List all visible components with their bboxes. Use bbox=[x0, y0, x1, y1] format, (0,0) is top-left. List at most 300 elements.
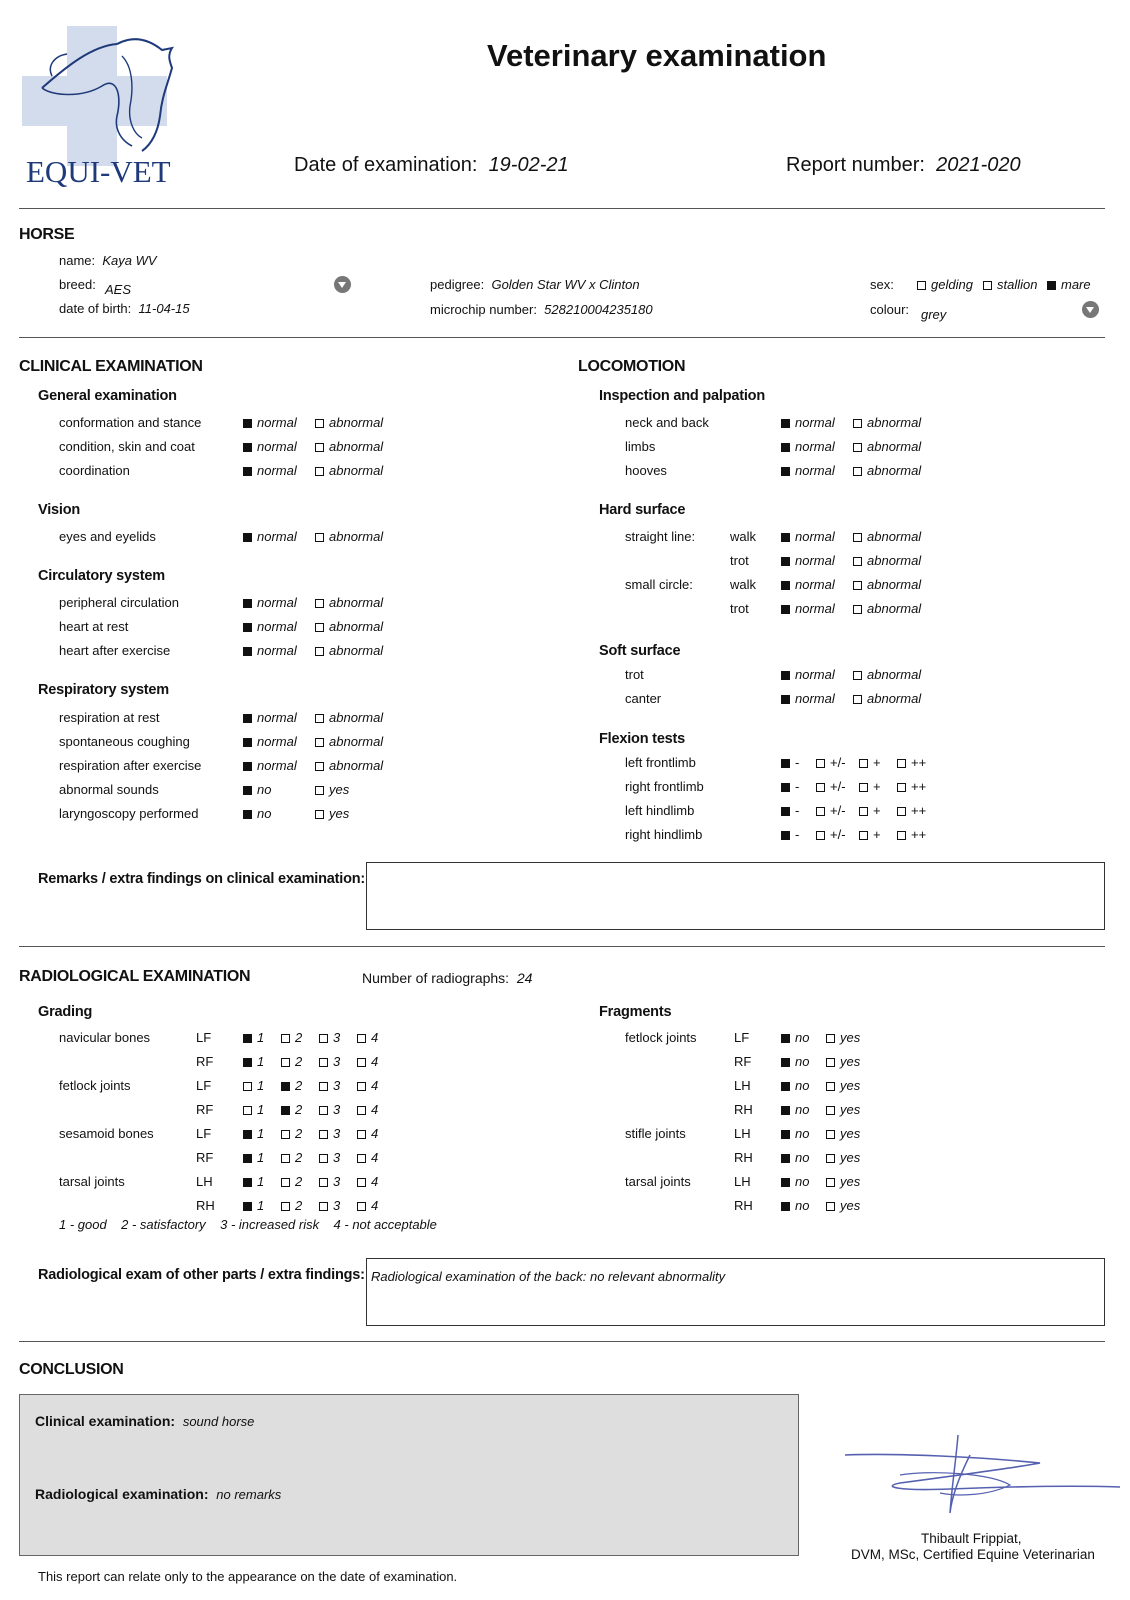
checkbox-checked-icon bbox=[243, 1178, 252, 1187]
option-normal[interactable]: normal bbox=[243, 619, 297, 634]
option-4[interactable]: 4 bbox=[357, 1030, 378, 1045]
option-yes[interactable]: yes bbox=[826, 1198, 860, 1213]
option-3[interactable]: 3 bbox=[319, 1126, 340, 1141]
horse-pedigree: pedigree: Golden Star WV x Clinton bbox=[430, 277, 640, 292]
checkbox-icon bbox=[897, 807, 906, 816]
option-normal[interactable]: normal bbox=[781, 601, 835, 616]
locomotion-heading: LOCOMOTION bbox=[578, 358, 686, 375]
option-abnormal[interactable]: abnormal bbox=[853, 667, 921, 682]
checkbox-icon bbox=[853, 419, 862, 428]
report-number: Report number: 2021-020 bbox=[786, 154, 1021, 176]
option-no[interactable]: no bbox=[781, 1102, 809, 1117]
row-label: heart at rest bbox=[59, 619, 129, 634]
report-value: 2021-020 bbox=[936, 154, 1021, 176]
radiograph-count: Number of radiographs: 24 bbox=[362, 970, 533, 986]
row-label: conformation and stance bbox=[59, 415, 202, 430]
checkbox-checked-icon bbox=[243, 1130, 252, 1139]
checkbox-checked-icon bbox=[1047, 281, 1056, 290]
sex-option-stallion[interactable]: stallion bbox=[983, 277, 1037, 292]
gait-label: trot bbox=[730, 601, 749, 616]
checkbox-icon bbox=[357, 1202, 366, 1211]
option-yes[interactable]: yes bbox=[826, 1054, 860, 1069]
checkbox-icon bbox=[853, 605, 862, 614]
conclusion-clinical: Clinical examination: sound horse bbox=[35, 1413, 255, 1429]
row-label: heart after exercise bbox=[59, 643, 171, 658]
option-no[interactable]: no bbox=[243, 806, 271, 821]
checkbox-icon bbox=[319, 1202, 328, 1211]
option-[interactable]: ++ bbox=[897, 779, 926, 794]
option-4[interactable]: 4 bbox=[357, 1174, 378, 1189]
checkbox-icon bbox=[897, 783, 906, 792]
subsection-title: Vision bbox=[38, 502, 81, 518]
option-2[interactable]: 2 bbox=[281, 1198, 302, 1213]
checkbox-checked-icon bbox=[781, 419, 790, 428]
checkbox-icon bbox=[357, 1082, 366, 1091]
checkbox-checked-icon bbox=[243, 623, 252, 632]
side-label: RF bbox=[196, 1102, 214, 1117]
checkbox-icon bbox=[826, 1058, 835, 1067]
checkbox-checked-icon bbox=[243, 419, 252, 428]
fragment-row-label: tarsal joints bbox=[625, 1174, 691, 1189]
gait-label: trot bbox=[730, 553, 749, 568]
checkbox-icon bbox=[816, 807, 825, 816]
checkbox-icon bbox=[319, 1130, 328, 1139]
checkbox-icon bbox=[826, 1034, 835, 1043]
divider bbox=[19, 946, 1105, 947]
checkbox-icon bbox=[315, 786, 324, 795]
option-1[interactable]: 1 bbox=[243, 1150, 264, 1165]
option-yes[interactable]: yes bbox=[826, 1030, 860, 1045]
logo bbox=[22, 26, 182, 196]
checkbox-icon bbox=[826, 1130, 835, 1139]
option-[interactable]: +/- bbox=[816, 827, 846, 842]
option-abnormal[interactable]: abnormal bbox=[315, 710, 383, 725]
checkbox-icon bbox=[315, 647, 324, 656]
subsection-title: Inspection and palpation bbox=[599, 388, 765, 404]
radiological-heading: RADIOLOGICAL EXAMINATION bbox=[19, 968, 251, 985]
signature-name: Thibault Frippiat, bbox=[921, 1531, 1022, 1546]
option-4[interactable]: 4 bbox=[357, 1198, 378, 1213]
checkbox-checked-icon bbox=[243, 1154, 252, 1163]
checkbox-icon bbox=[357, 1130, 366, 1139]
sex-option-mare[interactable]: mare bbox=[1047, 277, 1091, 292]
checkbox-icon bbox=[315, 443, 324, 452]
option-abnormal[interactable]: abnormal bbox=[315, 463, 383, 478]
option-normal[interactable]: normal bbox=[243, 595, 297, 610]
checkbox-checked-icon bbox=[781, 581, 790, 590]
option-[interactable]: - bbox=[781, 827, 799, 842]
option-[interactable]: ++ bbox=[897, 755, 926, 770]
breed-dropdown-icon[interactable] bbox=[334, 276, 351, 293]
row-label: laryngoscopy performed bbox=[59, 806, 199, 821]
option-1[interactable]: 1 bbox=[243, 1102, 264, 1117]
option-2[interactable]: 2 bbox=[281, 1030, 302, 1045]
option-4[interactable]: 4 bbox=[357, 1078, 378, 1093]
row-label: respiration at rest bbox=[59, 710, 160, 725]
checkbox-icon bbox=[853, 581, 862, 590]
clinical-remarks-label: Remarks / extra findings on clinical examination: bbox=[38, 871, 366, 887]
subsection-title: General examination bbox=[38, 388, 177, 404]
checkbox-icon bbox=[315, 810, 324, 819]
side-label: LH bbox=[196, 1174, 213, 1189]
horse-colour-value: grey bbox=[921, 307, 947, 322]
checkbox-checked-icon bbox=[781, 1034, 790, 1043]
checkbox-checked-icon bbox=[781, 467, 790, 476]
grading-legend: 1 - good 2 - satisfactory 3 - increased risk 4 - not acceptable bbox=[59, 1217, 437, 1232]
option-abnormal[interactable]: abnormal bbox=[315, 415, 383, 430]
row-label: left frontlimb bbox=[625, 755, 696, 770]
grading-row-label: fetlock joints bbox=[59, 1078, 131, 1093]
option-2[interactable]: 2 bbox=[281, 1078, 302, 1093]
option-yes[interactable]: yes bbox=[826, 1102, 860, 1117]
option-normal[interactable]: normal bbox=[243, 529, 297, 544]
option-2[interactable]: 2 bbox=[281, 1054, 302, 1069]
checkbox-checked-icon bbox=[781, 605, 790, 614]
row-label: small circle: bbox=[625, 577, 693, 592]
checkbox-icon bbox=[315, 599, 324, 608]
option-abnormal[interactable]: abnormal bbox=[853, 463, 921, 478]
option-normal[interactable]: normal bbox=[781, 691, 835, 706]
subsection-title: Soft surface bbox=[599, 643, 681, 659]
checkbox-icon bbox=[853, 671, 862, 680]
option-no[interactable]: no bbox=[243, 782, 271, 797]
checkbox-checked-icon bbox=[243, 786, 252, 795]
option-abnormal[interactable]: abnormal bbox=[853, 553, 921, 568]
checkbox-checked-icon bbox=[243, 738, 252, 747]
option-normal[interactable]: normal bbox=[243, 415, 297, 430]
option-normal[interactable]: normal bbox=[243, 439, 297, 454]
side-label: RF bbox=[196, 1054, 214, 1069]
checkbox-icon bbox=[826, 1202, 835, 1211]
row-label: spontaneous coughing bbox=[59, 734, 190, 749]
option-yes[interactable]: yes bbox=[315, 806, 349, 821]
option-[interactable]: +/- bbox=[816, 779, 846, 794]
option-4[interactable]: 4 bbox=[357, 1126, 378, 1141]
other-findings-label: Radiological exam of other parts / extra findings: bbox=[38, 1267, 365, 1283]
checkbox-icon bbox=[243, 1106, 252, 1115]
row-label: right frontlimb bbox=[625, 779, 704, 794]
side-label: LH bbox=[734, 1174, 751, 1189]
option-yes[interactable]: yes bbox=[826, 1078, 860, 1093]
horse-colour-label: colour: bbox=[870, 302, 910, 317]
option-no[interactable]: no bbox=[781, 1054, 809, 1069]
checkbox-checked-icon bbox=[781, 443, 790, 452]
option-[interactable]: + bbox=[859, 755, 881, 770]
row-label: eyes and eyelids bbox=[59, 529, 156, 544]
horse-breed-value: AES bbox=[105, 282, 132, 297]
checkbox-icon bbox=[859, 783, 868, 792]
checkbox-icon bbox=[319, 1154, 328, 1163]
checkbox-icon bbox=[281, 1034, 290, 1043]
checkbox-icon bbox=[319, 1058, 328, 1067]
option-3[interactable]: 3 bbox=[319, 1174, 340, 1189]
option-[interactable]: +/- bbox=[816, 803, 846, 818]
option-2[interactable]: 2 bbox=[281, 1102, 302, 1117]
side-label: LH bbox=[734, 1126, 751, 1141]
checkbox-checked-icon bbox=[243, 599, 252, 608]
option-normal[interactable]: normal bbox=[781, 529, 835, 544]
checkbox-icon bbox=[357, 1154, 366, 1163]
option-normal[interactable]: normal bbox=[243, 643, 297, 658]
option-[interactable]: + bbox=[859, 779, 881, 794]
option-3[interactable]: 3 bbox=[319, 1030, 340, 1045]
checkbox-icon bbox=[281, 1178, 290, 1187]
checkbox-checked-icon bbox=[781, 1058, 790, 1067]
horse-name: name: Kaya WV bbox=[59, 253, 157, 268]
option-1[interactable]: 1 bbox=[243, 1078, 264, 1093]
checkbox-checked-icon bbox=[243, 1202, 252, 1211]
checkbox-icon bbox=[826, 1154, 835, 1163]
option-normal[interactable]: normal bbox=[781, 463, 835, 478]
checkbox-checked-icon bbox=[281, 1106, 290, 1115]
checkbox-icon bbox=[319, 1082, 328, 1091]
checkbox-checked-icon bbox=[781, 1178, 790, 1187]
option-1[interactable]: 1 bbox=[243, 1198, 264, 1213]
checkbox-icon bbox=[816, 759, 825, 768]
checkbox-icon bbox=[315, 533, 324, 542]
checkbox-icon bbox=[859, 807, 868, 816]
option-3[interactable]: 3 bbox=[319, 1078, 340, 1093]
option-abnormal[interactable]: abnormal bbox=[853, 691, 921, 706]
option-2[interactable]: 2 bbox=[281, 1174, 302, 1189]
option-no[interactable]: no bbox=[781, 1174, 809, 1189]
option-abnormal[interactable]: abnormal bbox=[315, 439, 383, 454]
checkbox-icon bbox=[897, 831, 906, 840]
option-abnormal[interactable]: abnormal bbox=[853, 577, 921, 592]
side-label: RH bbox=[734, 1198, 753, 1213]
checkbox-checked-icon bbox=[781, 783, 790, 792]
side-label: LF bbox=[196, 1126, 212, 1141]
option-normal[interactable]: normal bbox=[781, 577, 835, 592]
option-[interactable]: +/- bbox=[816, 755, 846, 770]
handwritten-signature-icon bbox=[840, 1435, 1120, 1525]
option-abnormal[interactable]: abnormal bbox=[315, 595, 383, 610]
option-[interactable]: ++ bbox=[897, 803, 926, 818]
checkbox-icon bbox=[281, 1130, 290, 1139]
row-label: coordination bbox=[59, 463, 130, 478]
other-findings-field[interactable]: Radiological examination of the back: no relevant abnormality bbox=[366, 1258, 1105, 1326]
checkbox-checked-icon bbox=[243, 714, 252, 723]
option-no[interactable]: no bbox=[781, 1198, 809, 1213]
checkbox-checked-icon bbox=[243, 1058, 252, 1067]
checkbox-icon bbox=[816, 831, 825, 840]
checkbox-checked-icon bbox=[781, 759, 790, 768]
checkbox-checked-icon bbox=[243, 810, 252, 819]
checkbox-icon bbox=[853, 695, 862, 704]
option-1[interactable]: 1 bbox=[243, 1174, 264, 1189]
option-2[interactable]: 2 bbox=[281, 1126, 302, 1141]
checkbox-checked-icon bbox=[781, 1202, 790, 1211]
row-label: trot bbox=[625, 667, 644, 682]
checkbox-icon bbox=[897, 759, 906, 768]
side-label: RH bbox=[196, 1198, 215, 1213]
option-4[interactable]: 4 bbox=[357, 1102, 378, 1117]
checkbox-checked-icon bbox=[243, 467, 252, 476]
checkbox-icon bbox=[826, 1178, 835, 1187]
checkbox-icon bbox=[319, 1178, 328, 1187]
option-abnormal[interactable]: abnormal bbox=[315, 734, 383, 749]
date-value: 19-02-21 bbox=[488, 154, 569, 176]
option-abnormal[interactable]: abnormal bbox=[315, 619, 383, 634]
checkbox-checked-icon bbox=[781, 671, 790, 680]
checkbox-icon bbox=[315, 738, 324, 747]
subsection-title: Respiratory system bbox=[38, 682, 169, 698]
option-1[interactable]: 1 bbox=[243, 1030, 264, 1045]
grading-title: Grading bbox=[38, 1004, 93, 1020]
row-label: hooves bbox=[625, 463, 667, 478]
checkbox-icon bbox=[826, 1106, 835, 1115]
grading-row-label: tarsal joints bbox=[59, 1174, 125, 1189]
option-normal[interactable]: normal bbox=[781, 415, 835, 430]
option-abnormal[interactable]: abnormal bbox=[853, 529, 921, 544]
checkbox-checked-icon bbox=[781, 533, 790, 542]
side-label: LF bbox=[734, 1030, 750, 1045]
subsection-title: Circulatory system bbox=[38, 568, 165, 584]
option-abnormal[interactable]: abnormal bbox=[853, 439, 921, 454]
checkbox-icon bbox=[853, 533, 862, 542]
row-label: straight line: bbox=[625, 529, 696, 544]
option-[interactable]: - bbox=[781, 803, 799, 818]
row-label: peripheral circulation bbox=[59, 595, 179, 610]
logo-text: EQUI-VET bbox=[26, 154, 171, 189]
checkbox-icon bbox=[315, 467, 324, 476]
checkbox-icon bbox=[357, 1058, 366, 1067]
option-[interactable]: + bbox=[859, 803, 881, 818]
option-abnormal[interactable]: abnormal bbox=[315, 758, 383, 773]
sex-option-gelding[interactable]: gelding bbox=[917, 277, 973, 292]
gait-label: walk bbox=[730, 529, 757, 544]
option-no[interactable]: no bbox=[781, 1030, 809, 1045]
option-yes[interactable]: yes bbox=[826, 1126, 860, 1141]
checkbox-icon bbox=[319, 1106, 328, 1115]
checkbox-checked-icon bbox=[243, 1034, 252, 1043]
option-abnormal[interactable]: abnormal bbox=[315, 643, 383, 658]
checkbox-icon bbox=[281, 1058, 290, 1067]
side-label: RF bbox=[196, 1150, 214, 1165]
checkbox-icon bbox=[853, 557, 862, 566]
option-abnormal[interactable]: abnormal bbox=[853, 601, 921, 616]
fragment-row-label: stifle joints bbox=[625, 1126, 686, 1141]
horse-microchip: microchip number: 528210004235180 bbox=[430, 302, 653, 317]
option-[interactable]: - bbox=[781, 779, 799, 794]
checkbox-icon bbox=[859, 759, 868, 768]
checkbox-checked-icon bbox=[781, 1106, 790, 1115]
horse-head-cross-logo-icon bbox=[22, 26, 182, 166]
row-label: canter bbox=[625, 691, 662, 706]
checkbox-icon bbox=[853, 443, 862, 452]
page-title: Veterinary examination bbox=[487, 38, 827, 73]
option-3[interactable]: 3 bbox=[319, 1198, 340, 1213]
side-label: RH bbox=[734, 1150, 753, 1165]
side-label: LF bbox=[196, 1078, 212, 1093]
checkbox-icon bbox=[357, 1034, 366, 1043]
divider bbox=[19, 208, 1105, 209]
option-normal[interactable]: normal bbox=[243, 758, 297, 773]
conclusion-heading: CONCLUSION bbox=[19, 1361, 124, 1378]
gait-label: walk bbox=[730, 577, 757, 592]
colour-dropdown-icon[interactable] bbox=[1082, 301, 1099, 318]
divider bbox=[19, 337, 1105, 338]
grading-row-label: navicular bones bbox=[59, 1030, 151, 1045]
checkbox-icon bbox=[319, 1034, 328, 1043]
checkbox-icon bbox=[826, 1082, 835, 1091]
checkbox-checked-icon bbox=[243, 443, 252, 452]
checkbox-checked-icon bbox=[781, 831, 790, 840]
option-no[interactable]: no bbox=[781, 1150, 809, 1165]
checkbox-checked-icon bbox=[781, 1130, 790, 1139]
checkbox-icon bbox=[315, 762, 324, 771]
option-2[interactable]: 2 bbox=[281, 1150, 302, 1165]
option-3[interactable]: 3 bbox=[319, 1054, 340, 1069]
row-label: abnormal sounds bbox=[59, 782, 159, 797]
horse-dob: date of birth: 11-04-15 bbox=[59, 301, 190, 316]
checkbox-icon bbox=[983, 281, 992, 290]
checkbox-icon bbox=[357, 1178, 366, 1187]
checkbox-icon bbox=[859, 831, 868, 840]
option-4[interactable]: 4 bbox=[357, 1054, 378, 1069]
option-abnormal[interactable]: abnormal bbox=[853, 415, 921, 430]
row-label: limbs bbox=[625, 439, 656, 454]
option-[interactable]: - bbox=[781, 755, 799, 770]
conclusion-radiological: Radiological examination: no remarks bbox=[35, 1486, 282, 1502]
option-1[interactable]: 1 bbox=[243, 1054, 264, 1069]
option-no[interactable]: no bbox=[781, 1126, 809, 1141]
conclusion-box bbox=[19, 1394, 799, 1556]
checkbox-icon bbox=[315, 419, 324, 428]
clinical-remarks-field[interactable] bbox=[366, 862, 1105, 930]
option-normal[interactable]: normal bbox=[243, 734, 297, 749]
option-yes[interactable]: yes bbox=[826, 1150, 860, 1165]
side-label: LF bbox=[196, 1030, 212, 1045]
option-3[interactable]: 3 bbox=[319, 1102, 340, 1117]
checkbox-checked-icon bbox=[781, 557, 790, 566]
checkbox-checked-icon bbox=[243, 533, 252, 542]
row-label: left hindlimb bbox=[625, 803, 695, 818]
footer-note: This report can relate only to the appearance on the date of examination. bbox=[38, 1569, 458, 1584]
option-abnormal[interactable]: abnormal bbox=[315, 529, 383, 544]
option-[interactable]: ++ bbox=[897, 827, 926, 842]
checkbox-icon bbox=[816, 783, 825, 792]
option-normal[interactable]: normal bbox=[781, 667, 835, 682]
option-yes[interactable]: yes bbox=[315, 782, 349, 797]
checkbox-icon bbox=[243, 1082, 252, 1091]
horse-heading: HORSE bbox=[19, 226, 75, 243]
side-label: LH bbox=[734, 1078, 751, 1093]
option-3[interactable]: 3 bbox=[319, 1150, 340, 1165]
checkbox-icon bbox=[357, 1106, 366, 1115]
fragments-title: Fragments bbox=[599, 1004, 672, 1020]
row-label: respiration after exercise bbox=[59, 758, 202, 773]
option-normal[interactable]: normal bbox=[781, 439, 835, 454]
option-normal[interactable]: normal bbox=[781, 553, 835, 568]
checkbox-checked-icon bbox=[781, 695, 790, 704]
option-normal[interactable]: normal bbox=[243, 463, 297, 478]
checkbox-icon bbox=[315, 714, 324, 723]
option-yes[interactable]: yes bbox=[826, 1174, 860, 1189]
row-label: condition, skin and coat bbox=[59, 439, 195, 454]
row-label: right hindlimb bbox=[625, 827, 703, 842]
checkbox-checked-icon bbox=[243, 762, 252, 771]
horse-sex-label: sex: bbox=[870, 277, 894, 292]
option-normal[interactable]: normal bbox=[243, 710, 297, 725]
checkbox-checked-icon bbox=[781, 807, 790, 816]
option-no[interactable]: no bbox=[781, 1078, 809, 1093]
checkbox-icon bbox=[281, 1202, 290, 1211]
option-1[interactable]: 1 bbox=[243, 1126, 264, 1141]
checkbox-checked-icon bbox=[781, 1082, 790, 1091]
option-[interactable]: + bbox=[859, 827, 881, 842]
option-4[interactable]: 4 bbox=[357, 1150, 378, 1165]
